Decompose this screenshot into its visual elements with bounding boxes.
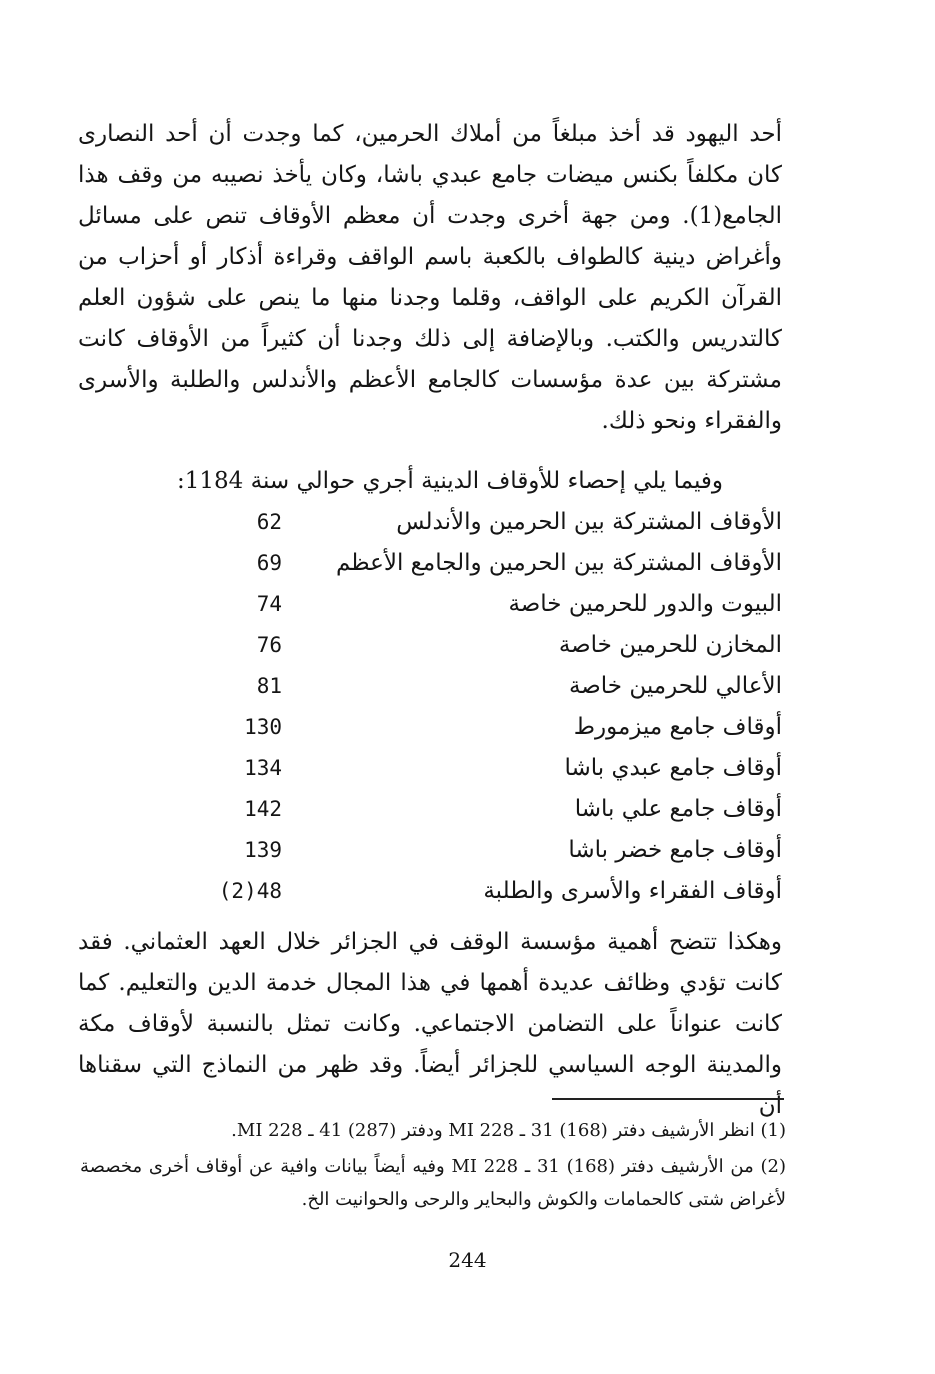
statistics-row xyxy=(200,707,782,748)
statistics-label: أوقاف جامع ميزمورط xyxy=(573,714,782,740)
statistics-row xyxy=(200,871,782,912)
statistics-row xyxy=(200,543,782,584)
statistics-label: أوقاف جامع علي باشا xyxy=(574,796,782,822)
statistics-label: الأعالي للحرمين خاصة xyxy=(568,673,782,699)
body-paragraph-2: وهكذا تتضح أهمية مؤسسة الوقف في الجزائر خلال العهد العثماني. فقد كانت تؤدي وظائف عديدة أهمها في هذا المجال خدمة الدين والتعليم. كما كانت عنواناً على التضامن الاجتماعي. وكانت تمثل بالنسبة لأوقاف مكة والمدينة الوجه السياسي للجزائر أيضاً. وقد ظهر من النماذج التي سقناها أن xyxy=(78,929,782,1119)
footnote-divider xyxy=(552,1098,784,1100)
statistics-row xyxy=(200,830,782,871)
statistics-value: (2)48 xyxy=(218,879,282,903)
statistics-row xyxy=(200,666,782,707)
statistics-value: 142 xyxy=(244,797,282,821)
statistics-row xyxy=(200,584,782,625)
statistics-row xyxy=(200,789,782,830)
statistics-value: 130 xyxy=(244,715,282,739)
statistics-row xyxy=(200,748,782,789)
page-number: 244 xyxy=(448,1248,487,1272)
statistics-row xyxy=(200,502,782,543)
statistics-row xyxy=(200,625,782,666)
footnote-1: (1) انظر الأرشيف دفتر (168) 31 ـ MI 228 ودفتر (287) 41 ـ MI 228. xyxy=(231,1120,786,1141)
footnote-2: (2) من الأرشيف دفتر (168) 31 ـ MI 228 وفيه أيضاً بيانات وافية عن أوقاف أخرى مخصصة لأغراض شتى كالحمامات والكوش والبحاير والرحى والحوانيت الخ. xyxy=(80,1156,787,1210)
statistics-label: الأوقاف المشتركة بين الحرمين والجامع الأعظم xyxy=(335,550,782,576)
statistics-value: 139 xyxy=(244,838,282,862)
statistics-intro: وفيما يلي إحصاء للأوقاف الدينية أجري حوالي سنة 1184: xyxy=(177,468,723,494)
statistics-label: أوقاف جامع عبدي باشا xyxy=(564,755,782,781)
statistics-value: 81 xyxy=(256,674,282,698)
statistics-label: أوقاف الفقراء والأسرى والطلبة xyxy=(483,878,782,904)
statistics-value: 134 xyxy=(244,756,282,780)
statistics-label: أوقاف جامع خضر باشا xyxy=(568,837,782,863)
statistics-value: 74 xyxy=(256,592,282,616)
statistics-label: البيوت والدور للحرمين خاصة xyxy=(508,591,782,617)
statistics-value: 76 xyxy=(256,633,282,657)
statistics-list xyxy=(200,502,782,912)
statistics-label: الأوقاف المشتركة بين الحرمين والأندلس xyxy=(396,509,782,535)
statistics-value: 62 xyxy=(256,510,282,534)
statistics-label: المخازن للحرمين خاصة xyxy=(558,632,782,658)
statistics-value: 69 xyxy=(256,551,282,575)
body-paragraph-1: أحد اليهود قد أخذ مبلغاً من أملاك الحرمين، كما وجدت أن أحد النصارى كان مكلفاً بكنس ميضات جامع عبدي باشا، وكان يأخذ نصيبه من وقف هذا الجامع(1). ومن جهة أخرى وجدت أن معظم الأوقاف تنص على مسائل وأغراض دينية كالطواف بالكعبة باسم الواقف وقراءة أذكار أو أحزاب من القرآن الكريم على الواقف، وقلما وجدنا منها ما ينص على شؤون العلم كالتدريس والكتب. وبالإضافة إلى ذلك وجدنا أن كثيراً من الأوقاف كانت مشتركة بين عدة مؤسسات كالجامع الأعظم والأندلس والطلبة والأسرى والفقراء ونحو ذلك. xyxy=(78,121,782,434)
